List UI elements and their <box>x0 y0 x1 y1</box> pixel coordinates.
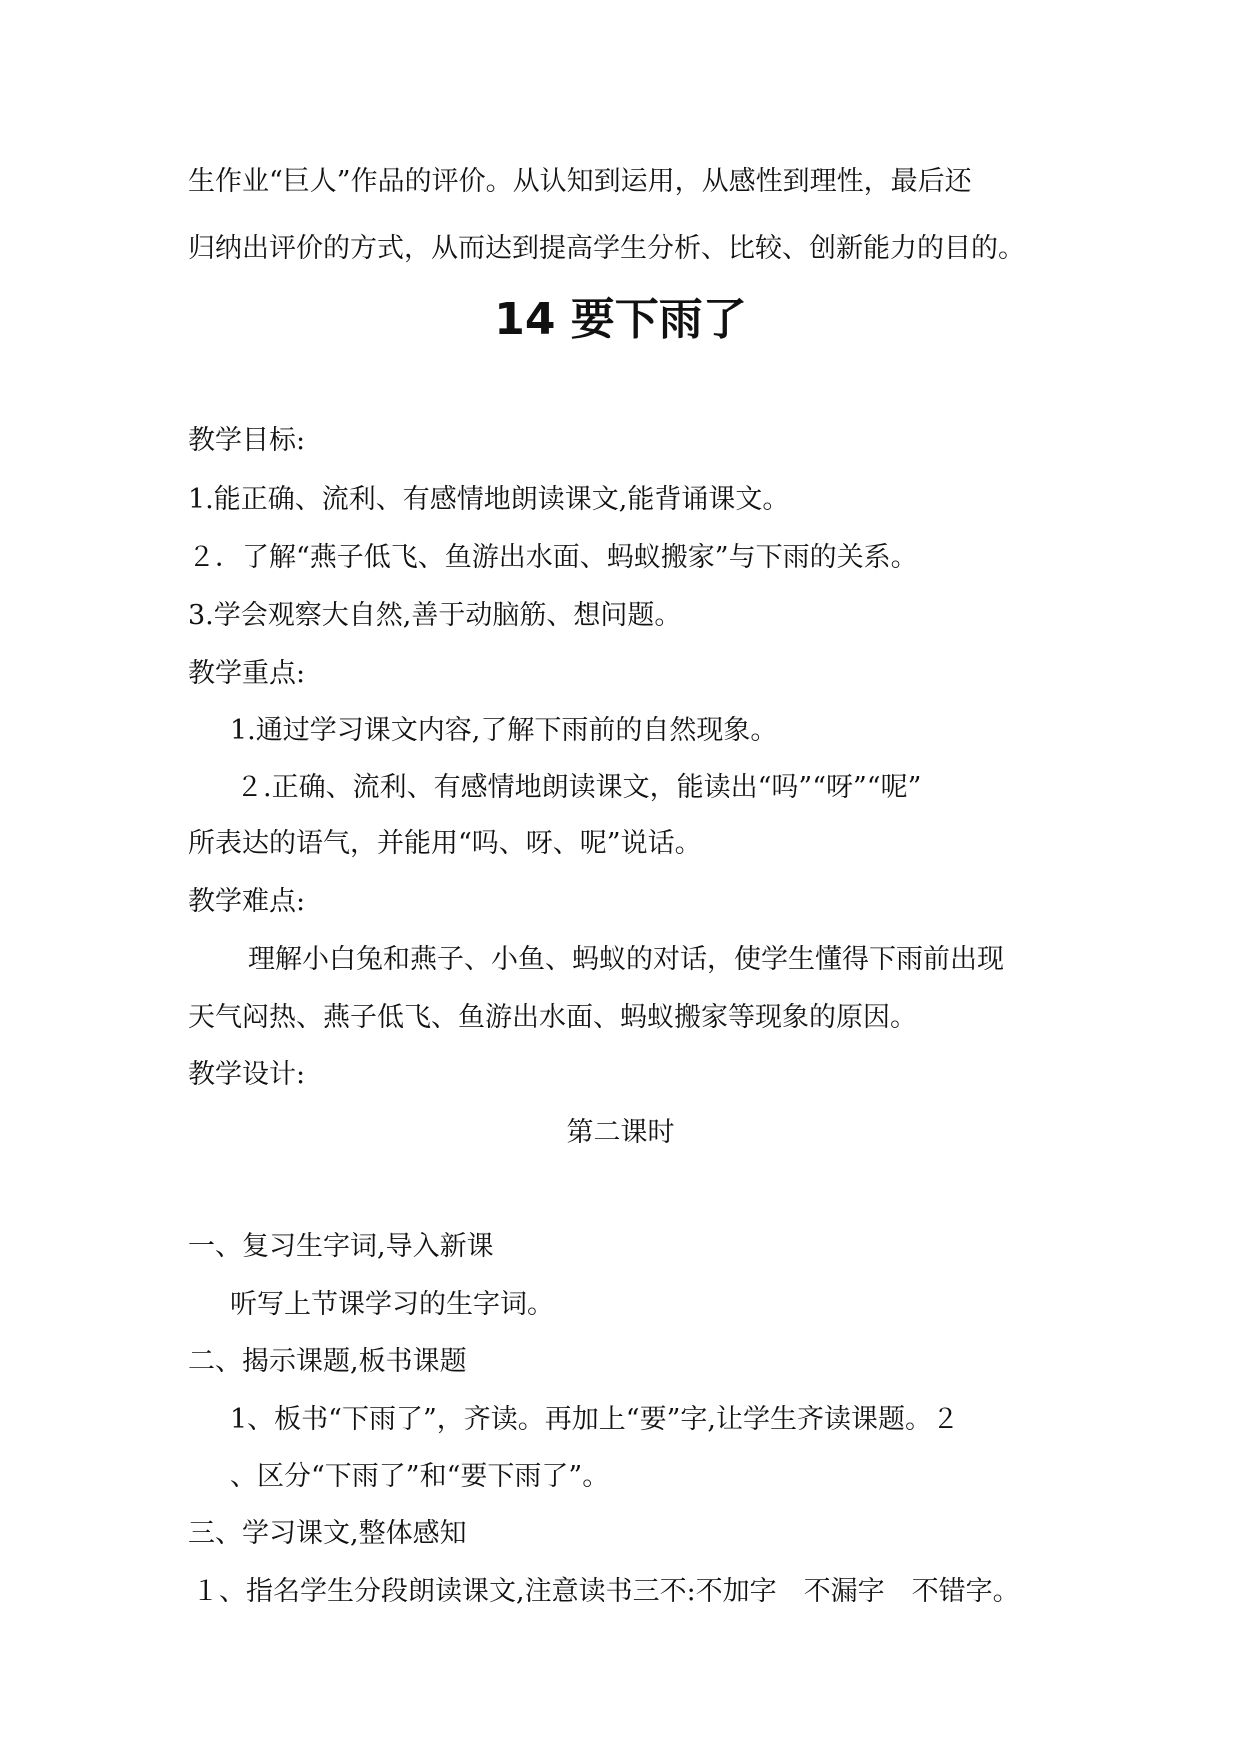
keypoints-heading: 教学重点: <box>188 658 306 689</box>
section-2-line-1: 1、板书“下雨了”，齐读。再加上“要”字,让学生齐读课题。２ <box>230 1404 959 1435</box>
lesson-period: 第二课时 <box>566 1117 675 1148</box>
objective-item-2: ２．了解“燕子低飞、鱼游出水面、蚂蚁搬家”与下雨的关系。 <box>188 542 918 573</box>
section-3-item-1: １、指名学生分段朗读课文,注意读书三不:不加字 不漏字 不错字。 <box>192 1576 1020 1607</box>
section-1-item: 听写上节课学习的生字词。 <box>230 1289 554 1320</box>
lesson-title: 14 要下雨了 <box>494 294 747 345</box>
objectives-heading: 教学目标: <box>188 425 306 456</box>
section-2-heading: 二、揭示课题,板书课题 <box>188 1346 467 1377</box>
difficulties-heading: 教学难点: <box>188 886 306 917</box>
objective-item-1: 1.能正确、流利、有感情地朗读课文,能背诵课文。 <box>188 484 790 515</box>
intro-line-2: 归纳出评价的方式，从而达到提高学生分析、比较、创新能力的目的。 <box>188 233 1025 264</box>
section-1-heading: 一、复习生字词,导入新课 <box>188 1231 494 1262</box>
intro-line-1: 生作业“巨人”作品的评价。从认知到运用，从感性到理性，最后还 <box>188 166 972 197</box>
difficulties-line-2: 天气闷热、燕子低飞、鱼游出水面、蚂蚁搬家等现象的原因。 <box>188 1002 917 1033</box>
keypoint-item-1: 1.通过学习课文内容,了解下雨前的自然现象。 <box>230 715 778 746</box>
keypoint-item-2-line-2: 所表达的语气，并能用“吗、呀、呢”说话。 <box>188 828 702 859</box>
design-heading: 教学设计: <box>188 1059 306 1090</box>
difficulties-line-1: 理解小白兔和燕子、小鱼、蚂蚁的对话，使学生懂得下雨前出现 <box>248 944 1004 975</box>
section-3-heading: 三、学习课文,整体感知 <box>188 1518 467 1549</box>
section-2-line-2: 、区分“下雨了”和“要下雨了”。 <box>230 1461 610 1492</box>
keypoint-item-2-line-1: ２.正确、流利、有感情地朗读课文，能读出“吗”“呀”“呢” <box>236 772 922 803</box>
objective-item-3: 3.学会观察大自然,善于动脑筋、想问题。 <box>188 600 682 631</box>
